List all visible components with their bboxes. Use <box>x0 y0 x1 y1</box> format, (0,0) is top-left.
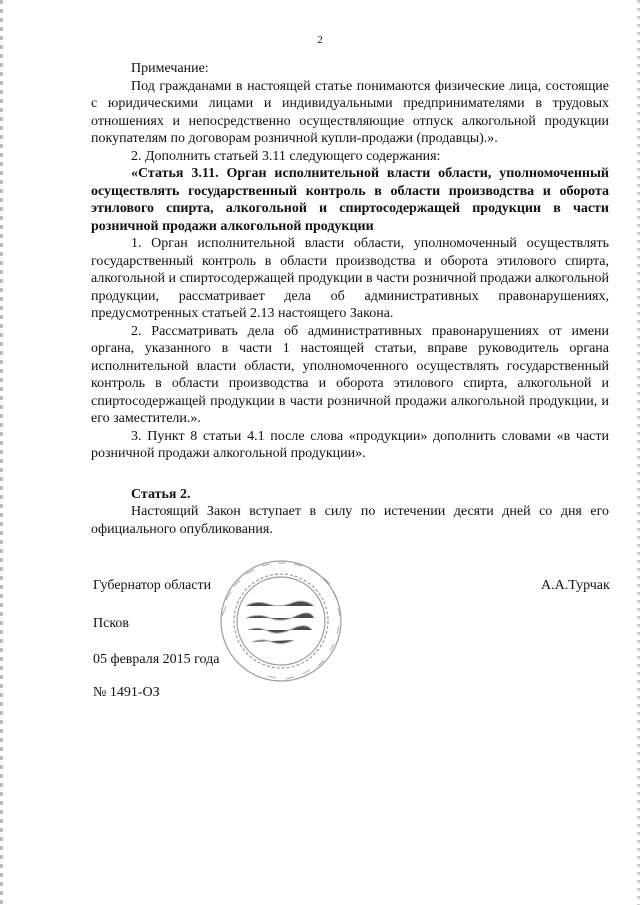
signer-name: А.А.Турчак <box>541 578 610 593</box>
scan-edge-left <box>0 0 3 905</box>
article-2-text: Настоящий Закон вступает в силу по истечении десяти дней со дня его официального опубликования. <box>91 504 609 537</box>
item-2: 2. Дополнить статьей 3.11 следующего содержания: <box>131 148 441 164</box>
item-3: 3. Пункт 8 статьи 4.1 после слова «продукции» дополнить словами «в части розничной продажи алкогольной продукции». <box>91 428 609 461</box>
law-number: № 1491-ОЗ <box>93 685 160 700</box>
signing-date: 05 февраля 2015 года <box>93 652 220 667</box>
article-3-11-part-1: 1. Орган исполнительной власти области, уполномоченный осуществлять государственный контроль в области производства и оборота этилового спирта, алкогольной и спиртосодержащей продукции в части розничной продажи алкогольной продукции, рассматривает дела об административных правонарушениях, предусмотренных статьей 2.13 настоящего Закона. <box>91 236 609 321</box>
article-3-11-title: «Статья 3.11. Орган исполнительной власти области, уполномоченный осуществлять государственный контроль в области производства и оборота этилового спирта, алкогольной и спиртосодержащей продукции в части розничной продажи алкогольной продукции <box>91 166 609 234</box>
page-number: 2 <box>317 34 323 46</box>
signing-city: Псков <box>93 616 130 631</box>
article-2-title: Статья 2. <box>131 486 191 502</box>
official-seal-stamp <box>216 556 346 686</box>
article-3-11-part-2: 2. Рассматривать дела об административных правонарушениях от имени органа, указанного в части 1 настоящей статьи, вправе руководитель органа исполнительной власти области, уполномоченного осуществлять государственный контроль в области производства и оборота этилового спирта, алкогольной и спиртосодержащей продукции в части розничной продажи алкогольной продукции, и его заместители.». <box>91 323 609 426</box>
note-label: Примечание: <box>131 61 209 76</box>
document-body <box>91 60 609 538</box>
signer-position: Губернатор области <box>93 578 212 593</box>
note-text: Под гражданами в настоящей статье понимаются физические лица, состоящие с юридическими лицами и индивидуальными предпринимателями в трудовых отношениях и непосредственно осуществляющие отпуск алкогольной продукции покупателям по договорам розничной купли-продажи (продавцы).». <box>91 78 609 146</box>
